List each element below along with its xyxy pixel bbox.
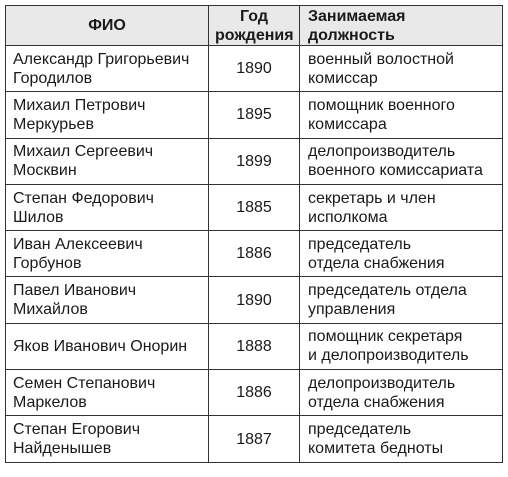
table-row bbox=[6, 231, 503, 277]
cell-name bbox=[6, 323, 209, 369]
table-row bbox=[6, 370, 503, 416]
name-line2: Горбунов bbox=[13, 254, 82, 272]
name-line1: Александр Григорьевич bbox=[13, 50, 190, 68]
cell-name bbox=[6, 138, 209, 184]
header-birth-year bbox=[209, 6, 300, 46]
name-line2: Шилов bbox=[13, 208, 64, 226]
header-birth-year-line1: Год bbox=[240, 7, 268, 25]
cell-birth-year: 1886 bbox=[209, 370, 300, 416]
name-line2: Маркелов bbox=[13, 393, 87, 411]
cell-position bbox=[300, 46, 503, 92]
name-line1: Степан Егорович bbox=[13, 421, 141, 439]
table-row bbox=[6, 277, 503, 323]
cell-name bbox=[6, 416, 209, 462]
table-row bbox=[6, 46, 503, 92]
position-line2: и делопроизводитель bbox=[308, 347, 469, 365]
name-line1: Павел Иванович bbox=[13, 282, 137, 300]
cell-position bbox=[300, 184, 503, 230]
cell-birth-year: 1890 bbox=[209, 46, 300, 92]
name-line1: Михаил Сергеевич bbox=[13, 143, 154, 161]
name-line2: Москвин bbox=[13, 162, 77, 180]
cell-position bbox=[300, 370, 503, 416]
header-birth-year-line2: рождения bbox=[215, 26, 294, 44]
position-line2: исполкома bbox=[308, 208, 388, 226]
position-line1: председатель отдела bbox=[308, 282, 467, 300]
cell-position bbox=[300, 323, 503, 369]
header-position: Занимаемая должность bbox=[300, 6, 503, 46]
cell-position bbox=[300, 416, 503, 462]
position-line1: председатель bbox=[308, 421, 412, 439]
cell-birth-year: 1885 bbox=[209, 184, 300, 230]
cell-birth-year: 1886 bbox=[209, 231, 300, 277]
position-line1: помощник военного bbox=[308, 96, 455, 114]
cell-position bbox=[300, 277, 503, 323]
position-line2: комиссар bbox=[308, 69, 378, 87]
table-row bbox=[6, 184, 503, 230]
cell-position bbox=[300, 138, 503, 184]
cell-name bbox=[6, 46, 209, 92]
position-line1: делопроизводитель bbox=[308, 143, 456, 161]
name-line1: Михаил Петрович bbox=[13, 96, 146, 114]
table-row bbox=[6, 138, 503, 184]
table-body bbox=[6, 46, 503, 463]
cell-position bbox=[300, 92, 503, 138]
cell-birth-year: 1887 bbox=[209, 416, 300, 462]
cell-name bbox=[6, 370, 209, 416]
cell-name bbox=[6, 231, 209, 277]
position-line1: председатель bbox=[308, 235, 412, 253]
name-line1: Иван Алексеевич bbox=[13, 235, 143, 253]
name-line1: Степан Федорович bbox=[13, 189, 154, 207]
name-line1: Яков Иванович Онорин bbox=[13, 337, 188, 355]
table-row bbox=[6, 323, 503, 369]
position-line1: секретарь и член bbox=[308, 189, 436, 207]
header-row bbox=[6, 6, 503, 46]
header-name: ФИО bbox=[6, 6, 209, 46]
cell-birth-year: 1899 bbox=[209, 138, 300, 184]
position-line2: комитета бедноты bbox=[308, 440, 444, 458]
position-line2: военного комиссариата bbox=[308, 162, 483, 180]
position-line2: отдела снабжения bbox=[308, 393, 445, 411]
cell-birth-year: 1890 bbox=[209, 277, 300, 323]
position-line1: помощник секретаря bbox=[308, 328, 463, 346]
cell-name bbox=[6, 277, 209, 323]
position-line2: управления bbox=[308, 301, 396, 319]
position-line1: военный волостной bbox=[308, 50, 454, 68]
position-line1: делопроизводитель bbox=[308, 374, 456, 392]
name-line2: Найденышев bbox=[13, 440, 112, 458]
name-line2: Михайлов bbox=[13, 301, 88, 319]
position-line2: комиссара bbox=[308, 115, 387, 133]
cell-position bbox=[300, 231, 503, 277]
position-line2: отдела снабжения bbox=[308, 254, 445, 272]
table-row bbox=[6, 92, 503, 138]
name-line1: Семен Степанович bbox=[13, 374, 156, 392]
cell-birth-year: 1888 bbox=[209, 323, 300, 369]
cell-name bbox=[6, 184, 209, 230]
personnel-table bbox=[5, 5, 503, 463]
name-line2: Городилов bbox=[13, 69, 93, 87]
table-header bbox=[6, 6, 503, 46]
cell-birth-year: 1895 bbox=[209, 92, 300, 138]
name-line2: Меркурьев bbox=[13, 115, 94, 133]
cell-name bbox=[6, 92, 209, 138]
table-row bbox=[6, 416, 503, 462]
